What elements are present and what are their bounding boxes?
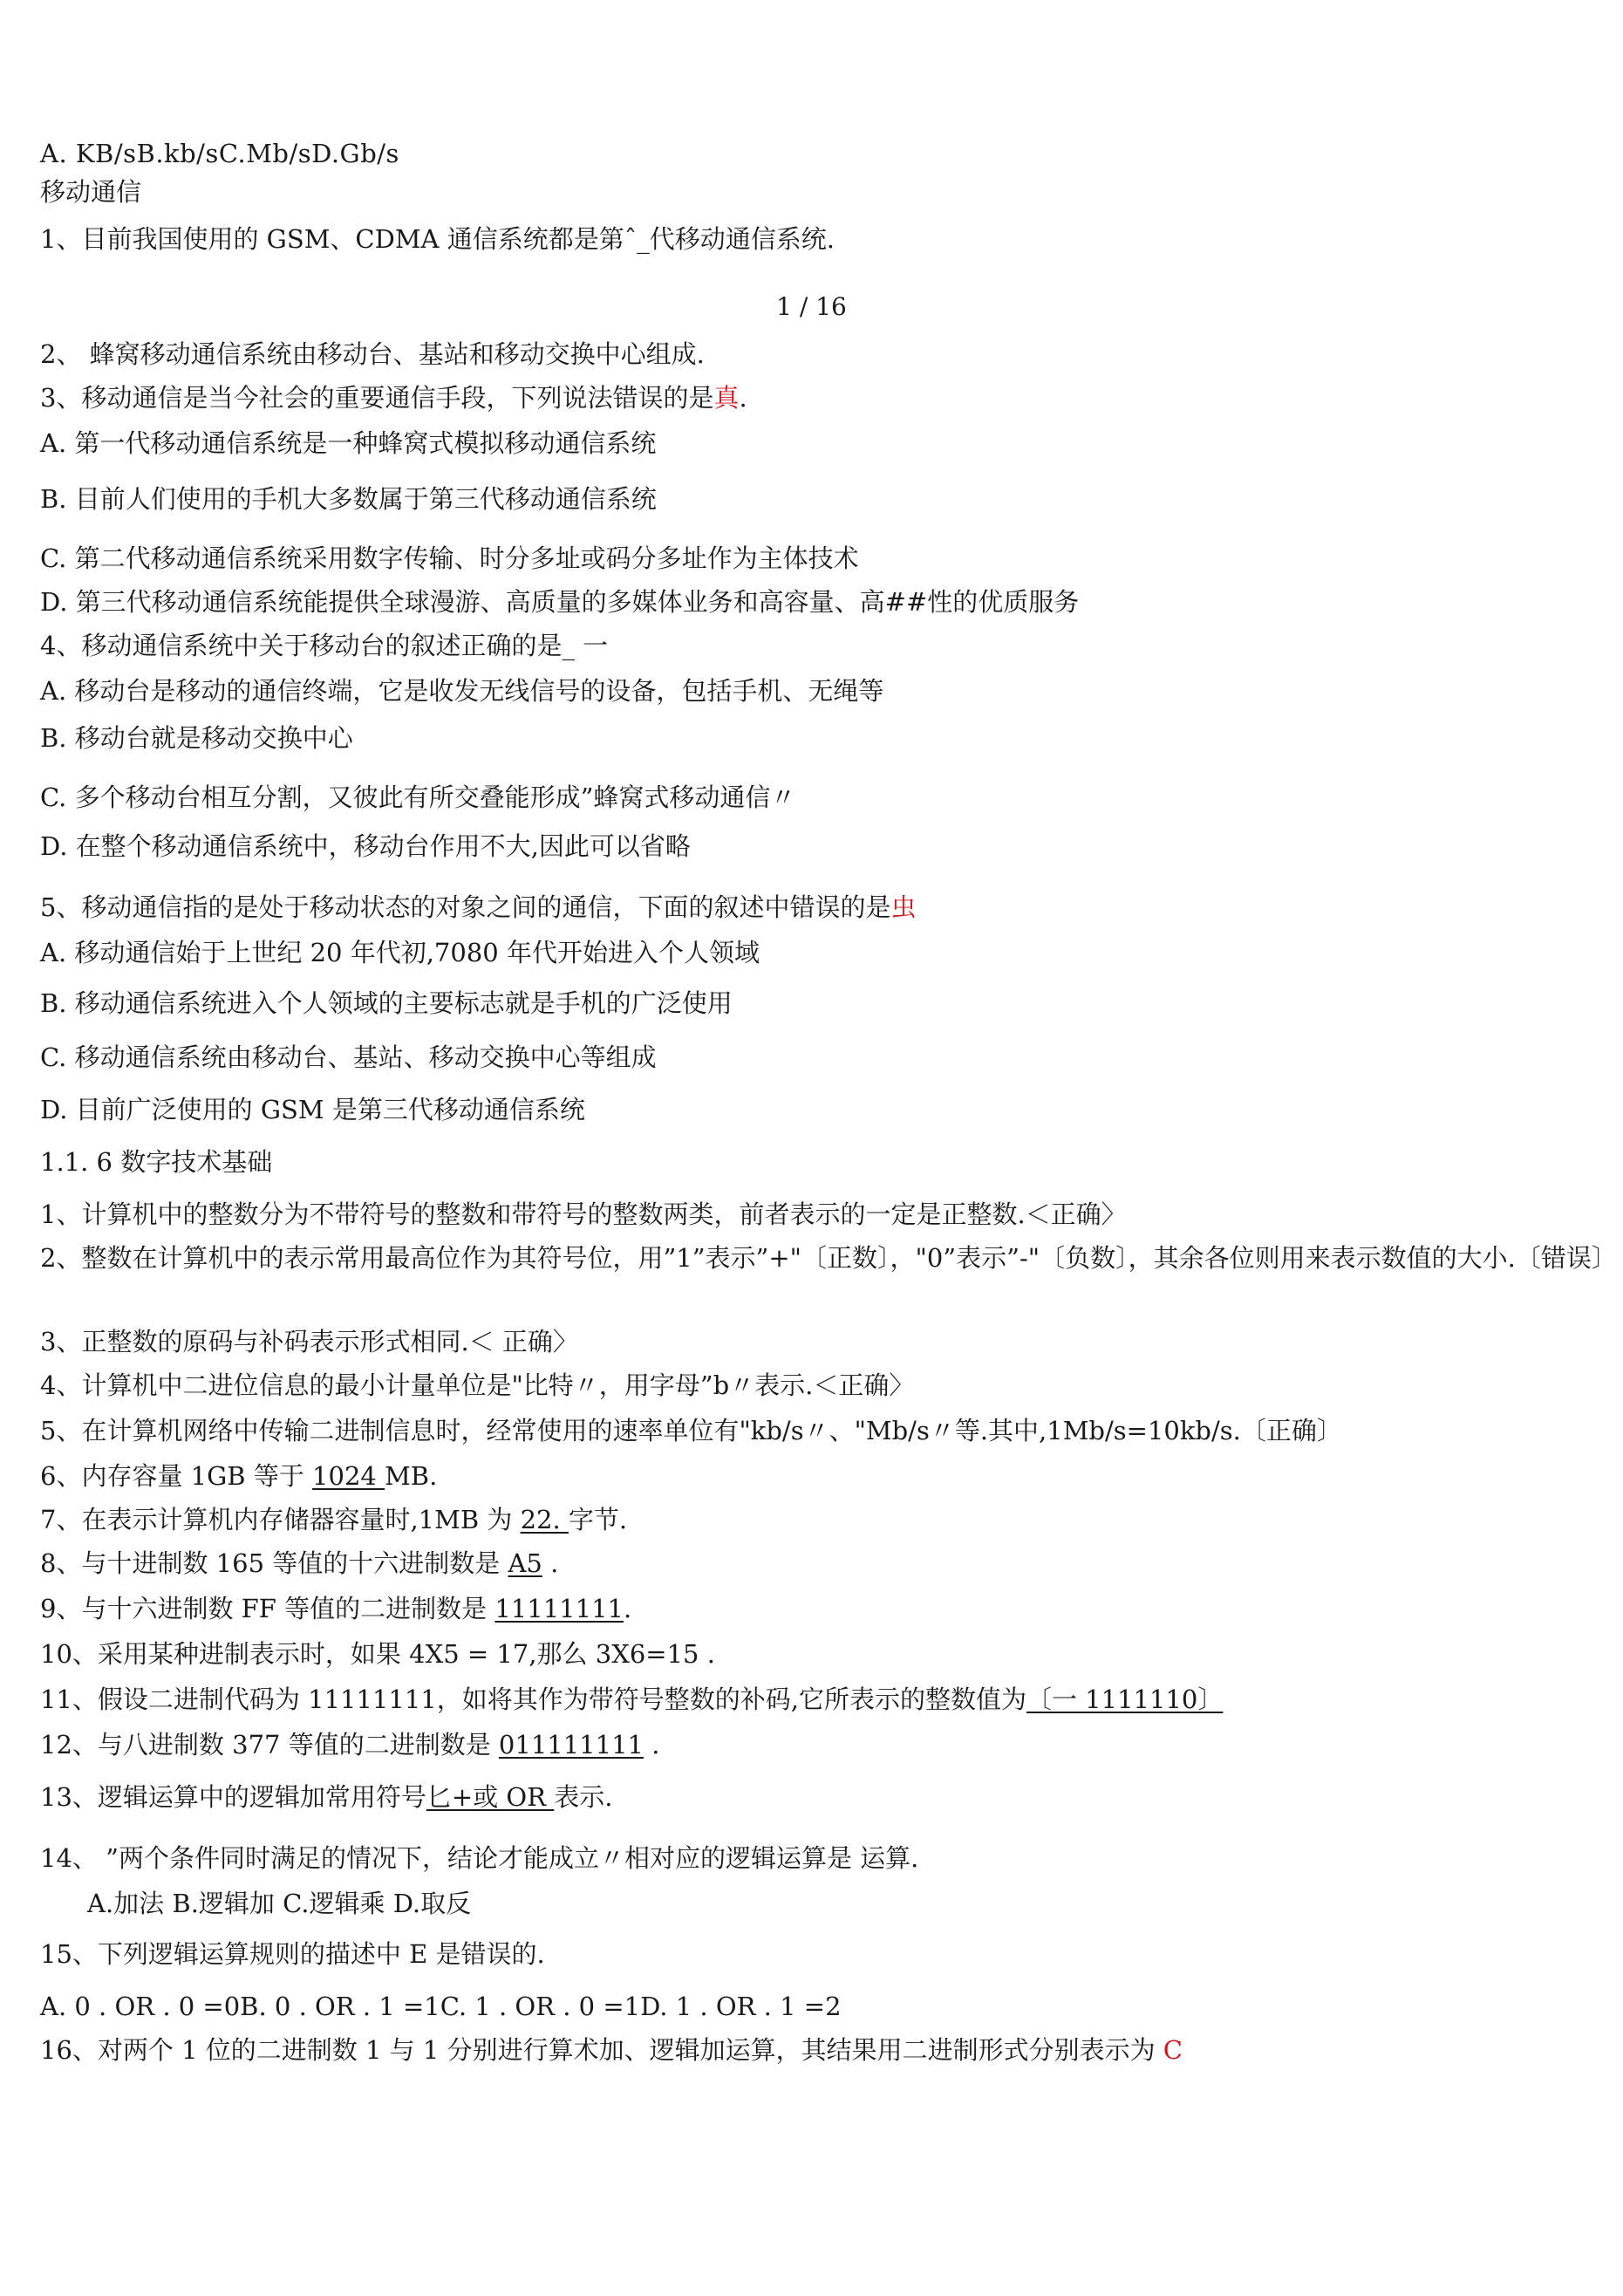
option-3a: A. 第一代移动通信系统是一种蜂窝式模拟移动通信系统	[40, 428, 657, 458]
question-3-text: 3、移动通信是当今社会的重要通信手段，下列说法错误的是	[40, 383, 714, 413]
fill-8-text: 8、与十进制数 165 等值的十六进制数是	[40, 1548, 508, 1578]
option-3c: C. 第二代移动通信系统采用数字传输、时分多址或码分多址作为主体技术	[40, 543, 859, 573]
fill-6-text: 6、内存容量 1GB 等于	[40, 1461, 313, 1491]
question-16	[40, 2033, 1588, 2067]
fill-8-answer: A5	[508, 1548, 542, 1578]
section-heading-mobile-communication: 移动通信	[40, 177, 142, 207]
fill-9-end: .	[623, 1594, 632, 1623]
options-15: A. 0 . OR . 0 =0B. 0 . OR . 1 =1C. 1 . OR . 0 =1D. 1 . OR . 1 =2	[40, 1992, 842, 2021]
option-5c: C. 移动通信系统由移动台、基站、移动交换中心等组成	[40, 1042, 657, 1072]
option-3d: D. 第三代移动通信系统能提供全球漫游、高质量的多媒体业务和高容量、高##性的优质服务	[40, 587, 1080, 617]
fill-6	[40, 1459, 1588, 1493]
question-4: 4、移动通信系统中关于移动台的叙述正确的是_ 一	[40, 631, 609, 660]
page-number: 1 / 16	[776, 292, 847, 321]
question-2: 2、 蜂窝移动通信系统由移动台、基站和移动交换中心组成.	[40, 339, 705, 369]
option-5d: D. 目前广泛使用的 GSM 是第三代移动通信系统	[40, 1095, 585, 1124]
question-3	[40, 380, 1588, 415]
section-heading-digital-basics: 1.1. 6 数字技术基础	[40, 1147, 273, 1177]
fill-7-text: 7、在表示计算机内存储器容量时,1MB 为	[40, 1505, 521, 1534]
fill-9	[40, 1591, 1588, 1626]
fill-13-text: 13、逻辑运算中的逻辑加常用符号	[40, 1782, 426, 1812]
fill-8	[40, 1546, 1588, 1581]
fill-7-end: 字节.	[568, 1505, 628, 1534]
fill-7-answer: 22.	[520, 1505, 569, 1534]
question-16-answer: C	[1163, 2035, 1183, 2065]
option-4b: B. 移动台就是移动交换中心	[40, 723, 353, 753]
fill-6-answer: 1024	[312, 1461, 385, 1491]
fill-11-text: 11、假设二进制代码为 11111111，如将其作为带符号整数的补码,它所表示的整数值为	[40, 1684, 1026, 1714]
fill-12-end: .	[643, 1730, 660, 1760]
question-5	[40, 890, 1588, 925]
question-14: 14、 ”两个条件同时满足的情况下，结论才能成立〃相对应的逻辑运算是 运算.	[40, 1843, 919, 1873]
fill-10: 10、采用某种进制表示时，如果 4X5 = 17,那么 3X6=15 .	[40, 1639, 715, 1669]
fill-11	[40, 1682, 1588, 1717]
fill-12	[40, 1727, 1588, 1762]
fill-9-text: 9、与十六进制数 FF 等值的二进制数是	[40, 1594, 495, 1623]
question-5-answer: 虫	[890, 892, 917, 922]
option-3b: B. 目前人们使用的手机大多数属于第三代移动通信系统	[40, 484, 657, 514]
fill-12-text: 12、与八进制数 377 等值的二进制数是	[40, 1730, 499, 1760]
question-5-text: 5、移动通信指的是处于移动状态的对象之间的通信，下面的叙述中错误的是	[40, 892, 891, 922]
statement-5: 5、在计算机网络中传输二进制信息时，经常使用的速率单位有"kb/s〃、"Mb/s〃等.其中,1Mb/s=10kb/s.〔正确〕	[40, 1416, 1342, 1445]
fill-11-answer: 〔一 1111110〕	[1026, 1684, 1224, 1714]
statement-1: 1、计算机中的整数分为不带符号的整数和带符号的整数两类，前者表示的一定是正整数.＜正确〉	[40, 1199, 1127, 1229]
question-15: 15、下列逻辑运算规则的描述中 E 是错误的.	[40, 1939, 545, 1969]
fill-8-end: .	[542, 1548, 559, 1578]
fill-9-answer: 11111111	[494, 1594, 624, 1623]
options-14: A.加法 B.逻辑加 C.逻辑乘 D.取反	[87, 1889, 472, 1918]
option-4c: C. 多个移动台相互分割，又彼此有所交叠能形成”蜂窝式移动通信〃	[40, 782, 796, 812]
statement-4: 4、计算机中二进位信息的最小计量单位是"比特〃，用字母”b〃表示.＜正确〉	[40, 1370, 915, 1400]
answer-options-units: A. KB/sB.kb/sC.Mb/sD.Gb/s	[40, 139, 399, 168]
option-5a: A. 移动通信始于上世纪 20 年代初,7080 年代开始进入个人领域	[40, 938, 760, 967]
fill-7	[40, 1502, 1588, 1537]
statement-2: 2、整数在计算机中的表示常用最高位作为其符号位，用”1”表示”+"〔正数〕，"0”表示”-"〔负数〕，其余各位则用来表示数值的大小.〔错误〕	[40, 1243, 1617, 1273]
fill-13-end: 表示.	[554, 1782, 613, 1812]
question-16-text: 16、对两个 1 位的二进制数 1 与 1 分别进行算术加、逻辑加运算，其结果用二进制形式分别表示为	[40, 2035, 1163, 2065]
option-4a: A. 移动台是移动的通信终端，它是收发无线信号的设备，包括手机、无绳等	[40, 676, 884, 706]
question-3-answer: 真	[713, 383, 740, 413]
option-4d: D. 在整个移动通信系统中，移动台作用不大,因此可以省略	[40, 831, 691, 861]
fill-13	[40, 1780, 1588, 1814]
question-3-end: .	[739, 383, 747, 413]
fill-13-answer: 匕+或 OR	[426, 1782, 555, 1812]
fill-6-end: MB.	[385, 1461, 438, 1491]
question-1: 1、目前我国使用的 GSM、CDMA 通信系统都是第ˆ_代移动通信系统.	[40, 224, 835, 254]
option-5b: B. 移动通信系统进入个人领域的主要标志就是手机的广泛使用	[40, 988, 733, 1018]
statement-3: 3、正整数的原码与补码表示形式相同.＜ 正确〉	[40, 1327, 578, 1356]
fill-12-answer: 011111111	[498, 1730, 644, 1760]
